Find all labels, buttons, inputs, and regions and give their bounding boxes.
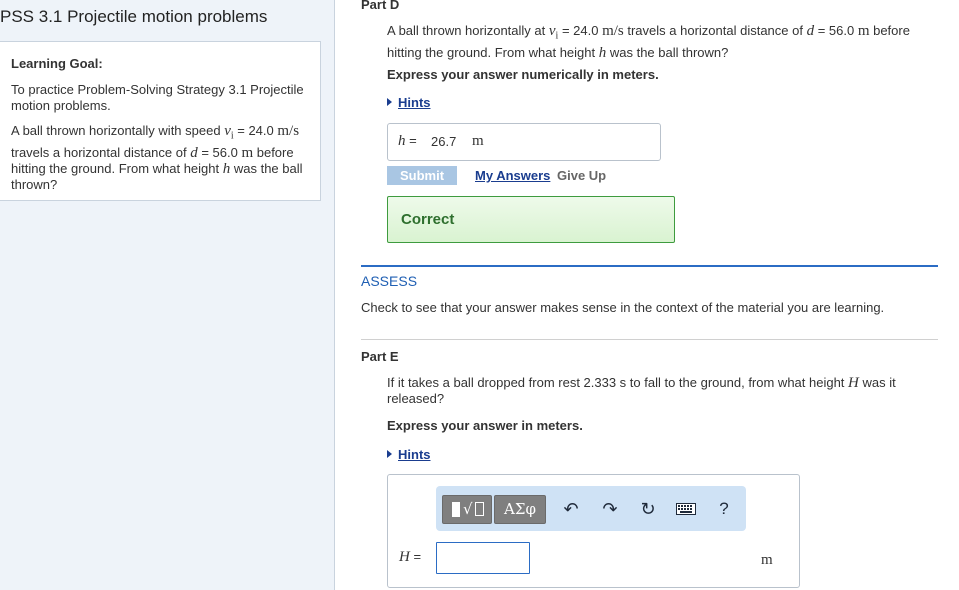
- page-title: PSS 3.1 Projectile motion problems: [0, 7, 268, 26]
- undo-icon[interactable]: ↶: [563, 499, 579, 519]
- correct-feedback-box: [387, 196, 675, 243]
- expand-triangle-icon: [387, 450, 392, 458]
- learning-goal-text: To practice Problem-Solving Strategy 3.1 Projectile motion problems.: [11, 82, 304, 113]
- part-d-answer-unit: m: [472, 133, 484, 149]
- submit-button[interactable]: Submit: [387, 166, 457, 185]
- learning-goal-box: [0, 41, 321, 201]
- part-d-question: A ball thrown horizontally at $v_i = 24.0$ m/s travels a horizontal distance of d = 56.0 m before hitting the ground. From what height h was the ball thrown?: [387, 23, 910, 61]
- redo-icon[interactable]: ↷: [602, 499, 618, 519]
- my-answers-link[interactable]: My Answers: [475, 168, 551, 183]
- part-d-hints-link[interactable]: Hints: [387, 95, 431, 110]
- part-e-variable-label: H =: [399, 549, 422, 565]
- part-e-heading: Part E: [361, 349, 399, 364]
- question-area: [335, 0, 959, 590]
- correct-feedback-text: Correct: [401, 211, 455, 228]
- assess-heading: ASSESS: [361, 273, 418, 289]
- math-toolbar: [436, 486, 746, 531]
- part-d-instruction: Express your answer numerically in meters.: [387, 67, 659, 82]
- section-divider: [361, 339, 938, 340]
- problem-statement: A ball thrown horizontally with speed $v_i = 24.0$ m/s travels a horizontal distance of d = 56.0 m before hitting the ground. From what height h was the ball thrown?: [11, 123, 303, 192]
- reset-icon[interactable]: ↻: [640, 499, 656, 519]
- keyboard-icon[interactable]: [673, 496, 699, 522]
- part-d-answer-field: h = 26.7 m: [387, 123, 661, 161]
- help-icon[interactable]: ?: [719, 499, 729, 518]
- part-e-answer-input[interactable]: [436, 542, 530, 574]
- part-e-instruction: Express your answer in meters.: [387, 418, 583, 433]
- part-e-question: If it takes a ball dropped from rest 2.333 s to fall to the ground, from what height H was it released?: [387, 375, 896, 406]
- part-d-heading: Part D: [361, 0, 400, 12]
- part-e-hints-link[interactable]: Hints: [387, 447, 431, 462]
- part-e-unit: m: [761, 552, 773, 568]
- templates-icon[interactable]: √: [442, 495, 492, 524]
- assess-text: Check to see that your answer makes sense in the context of the material you are learning.: [361, 300, 885, 315]
- give-up-link[interactable]: Give Up: [557, 168, 607, 183]
- part-d-answer-value: 26.7: [431, 134, 457, 149]
- learning-goal-heading: Learning Goal:: [11, 56, 103, 71]
- assess-divider: [361, 265, 938, 267]
- expand-triangle-icon: [387, 98, 392, 106]
- part-e-answer-editor: [387, 474, 800, 588]
- greek-symbols-icon[interactable]: ΑΣφ: [494, 495, 546, 524]
- problem-sidebar: [0, 0, 335, 590]
